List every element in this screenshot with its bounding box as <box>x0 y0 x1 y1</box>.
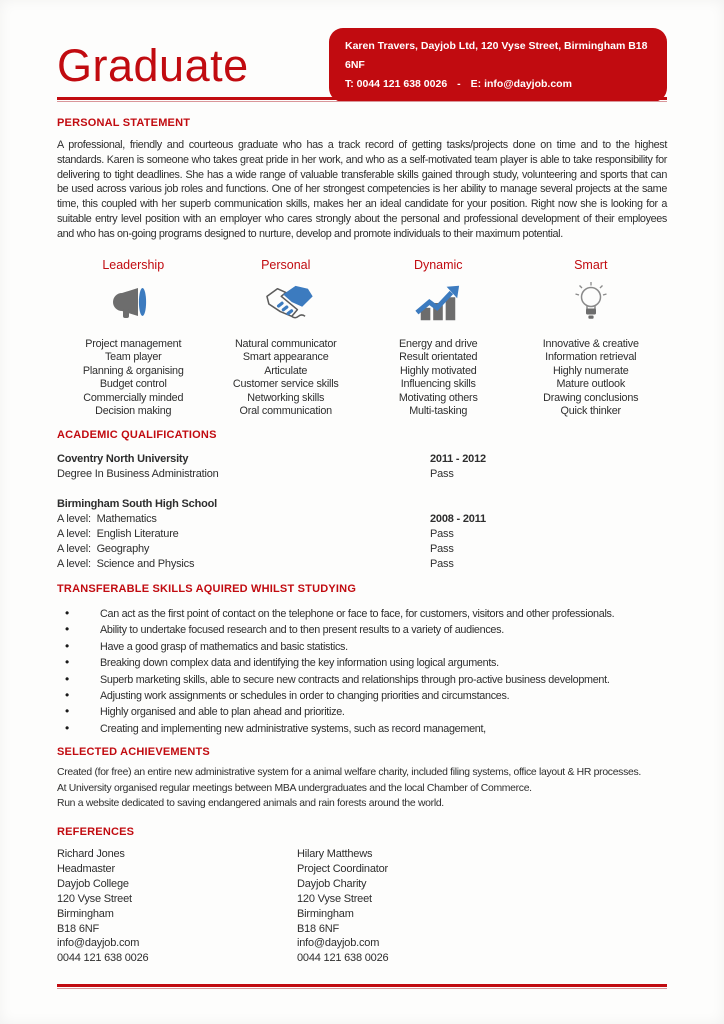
competency-item: Result orientated <box>399 351 478 364</box>
personal-statement-text: A professional, friendly and courteous graduate who has a track record of getting tasks/projects done on time and to the highest standards. Karen is someone who takes great pride in her work, and who as a self-motivated team player is able to take responsibility for delivering to tight deadlines. She has a wide range of valuable transferable skills gained through study, volunteering and sports that can be used across various job roles and functions. One of her strongest competencies is her ability to manage several projects at the same time, this coupled with her superb communication skills, makes her an ideal candidate for your position. Right now she is looking for a suitable entry level position with an employer who cares strongly about the personal and professional development of their employees and who has on-going programs designed to nurture, develop and promote individuals to their maximum potential. <box>57 139 667 240</box>
contact-address: Karen Travers, Dayjob Ltd, 120 Vyse Street, Birmingham B18 6NF <box>345 40 648 71</box>
competency-item: Oral communication <box>239 405 332 418</box>
reference-line: Richard Jones <box>57 848 125 860</box>
achievements-heading: SELECTED ACHIEVEMENTS <box>57 746 210 758</box>
competency-item: Articulate <box>264 364 308 377</box>
reference-line: Birmingham <box>297 907 354 920</box>
bullet-item: • Can act as the first point of contact on the telephone or face to face, for customers, visitors and other professionals. <box>57 608 667 621</box>
competency-item: Motivating others <box>398 391 478 404</box>
page-title: Graduate <box>57 40 249 91</box>
competency-item: Commercially minded <box>83 391 184 404</box>
reference-line: info@dayjob.com <box>57 937 140 950</box>
competency-column-dynamic <box>362 258 515 418</box>
academic-row <box>57 452 667 467</box>
competency-item: Customer service skills <box>232 378 339 391</box>
header <box>57 28 667 102</box>
qualification: A level: Geography <box>57 543 150 555</box>
competency-item: Natural communicator <box>234 338 337 350</box>
academic-row <box>57 557 667 572</box>
bullet-item: • Have a good grasp of mathematics and basic statistics. <box>57 641 667 654</box>
competency-item: Energy and drive <box>399 338 478 350</box>
references-columns <box>57 847 667 977</box>
achievements-list <box>57 765 667 812</box>
competency-list <box>515 338 668 418</box>
competency-item: Project management <box>85 338 182 350</box>
competency-item: Smart appearance <box>242 351 329 364</box>
reference-line: B18 6NF <box>57 922 100 935</box>
personal-statement-heading: PERSONAL STATEMENT <box>57 117 191 129</box>
bullet-item: • Creating and implementing new administrative systems, such as record management, <box>57 723 667 736</box>
competency-item: Highly motivated <box>399 364 477 377</box>
contact-email: E: info@dayjob.com <box>470 78 572 90</box>
references-heading: REFERENCES <box>57 826 135 838</box>
competency-item: Quick thinker <box>560 405 621 418</box>
qualification: A level: English Literature <box>57 528 179 540</box>
reference-line: Headmaster <box>57 862 115 875</box>
contact-phone-email <box>345 75 651 94</box>
competency-list <box>210 338 363 418</box>
grade: Pass <box>430 468 454 480</box>
competency-item: Highly numerate <box>552 364 629 377</box>
competency-item: Information retrieval <box>545 351 637 364</box>
bullet-item: • Adjusting work assignments or schedules in order to changing priorities and circumstances. <box>57 690 667 703</box>
competency-heading: Smart <box>574 258 608 272</box>
achievement-line: Created (for free) an entire new administrative system for a animal welfare charity, included filing systems, office layout & HR processes. <box>57 767 641 778</box>
megaphone-icon <box>57 280 210 326</box>
divider-thin-line <box>57 101 667 102</box>
lightbulb-icon <box>515 280 668 326</box>
header-divider <box>57 97 667 102</box>
reference-line: Dayjob Charity <box>297 877 367 890</box>
divider-thick-line <box>57 97 667 100</box>
skills-heading: TRANSFERABLE SKILLS AQUIRED WHILST STUDYING <box>57 583 357 595</box>
reference-line: Dayjob College <box>57 877 129 890</box>
divider-thin-line <box>57 988 667 989</box>
bullet-item: • Breaking down complex data and identifying the key information using logical arguments. <box>57 657 667 670</box>
period: 2008 - 2011 <box>430 513 486 525</box>
academic-row <box>57 467 667 482</box>
divider-thick-line <box>57 984 667 987</box>
institution: Birmingham South High School <box>57 498 218 510</box>
competency-heading: Personal <box>261 258 311 272</box>
competency-column-smart <box>515 258 668 418</box>
competency-list <box>57 338 210 418</box>
growth-chart-icon <box>362 280 515 326</box>
competency-item: Innovative & creative <box>542 338 639 350</box>
achievement-line: Run a website dedicated to saving endangered animals and rain forests around the world. <box>57 798 444 810</box>
academic-row <box>57 527 667 542</box>
bullet-item: • Ability to undertake focused research and to then present results to a variety of audiences. <box>57 624 667 637</box>
competency-column-personal <box>210 258 363 418</box>
contact-phone: T: 0044 121 638 0026 <box>345 78 448 90</box>
reference-line: Hilary Matthews <box>297 848 373 860</box>
reference-line: Birmingham <box>57 907 114 920</box>
institution: Coventry North University <box>57 453 189 465</box>
competency-heading: Leadership <box>102 258 165 272</box>
grade: Pass <box>430 528 454 540</box>
contact-box <box>329 28 667 102</box>
competency-item: Planning & organising <box>82 364 184 377</box>
academic-row <box>57 512 667 527</box>
skills-bullet-list <box>57 608 667 739</box>
footer-divider <box>57 984 667 989</box>
reference-line: 120 Vyse Street <box>297 892 372 905</box>
reference-line: 120 Vyse Street <box>57 892 132 905</box>
grade: Pass <box>430 543 454 555</box>
academic-row <box>57 542 667 557</box>
competency-columns <box>57 258 667 418</box>
competency-item: Team player <box>104 351 162 364</box>
reference-line: 0044 121 638 0026 <box>57 952 149 965</box>
competency-item: Decision making <box>95 405 172 418</box>
bullet-item: • Superb marketing skills, able to secure new contracts and relationships through pro-active business development. <box>57 674 667 687</box>
competency-item: Influencing skills <box>400 378 476 391</box>
reference-line: 0044 121 638 0026 <box>297 952 389 965</box>
contact-separator: - <box>457 78 461 90</box>
achievement-line: At University organised regular meetings between MBA undergraduates and the local Chamber of Commerce. <box>57 782 532 794</box>
competency-item: Budget control <box>99 378 167 391</box>
reference-2 <box>297 847 388 966</box>
reference-line: info@dayjob.com <box>297 937 380 950</box>
reference-line: B18 6NF <box>297 922 340 935</box>
competency-item: Drawing conclusions <box>543 391 639 404</box>
grade: Pass <box>430 558 454 570</box>
competency-list <box>362 338 515 418</box>
qualification: A level: Science and Physics <box>57 558 195 570</box>
academic-heading: ACADEMIC QUALIFICATIONS <box>57 429 217 441</box>
qualification: Degree In Business Administration <box>57 468 219 480</box>
competency-heading: Dynamic <box>413 258 463 272</box>
competency-column-leadership <box>57 258 210 418</box>
bullet-item: • Highly organised and able to plan ahead and prioritize. <box>57 706 667 719</box>
academic-table <box>57 452 667 572</box>
reference-1 <box>57 847 148 966</box>
academic-row <box>57 497 667 512</box>
period: 2011 - 2012 <box>430 453 486 465</box>
competency-item: Networking skills <box>247 391 325 404</box>
competency-item: Multi-tasking <box>409 405 468 418</box>
reference-line: Project Coordinator <box>297 862 388 875</box>
handshake-icon <box>210 280 363 326</box>
competency-item: Mature outlook <box>556 378 626 391</box>
qualification: A level: Mathematics <box>57 513 157 525</box>
